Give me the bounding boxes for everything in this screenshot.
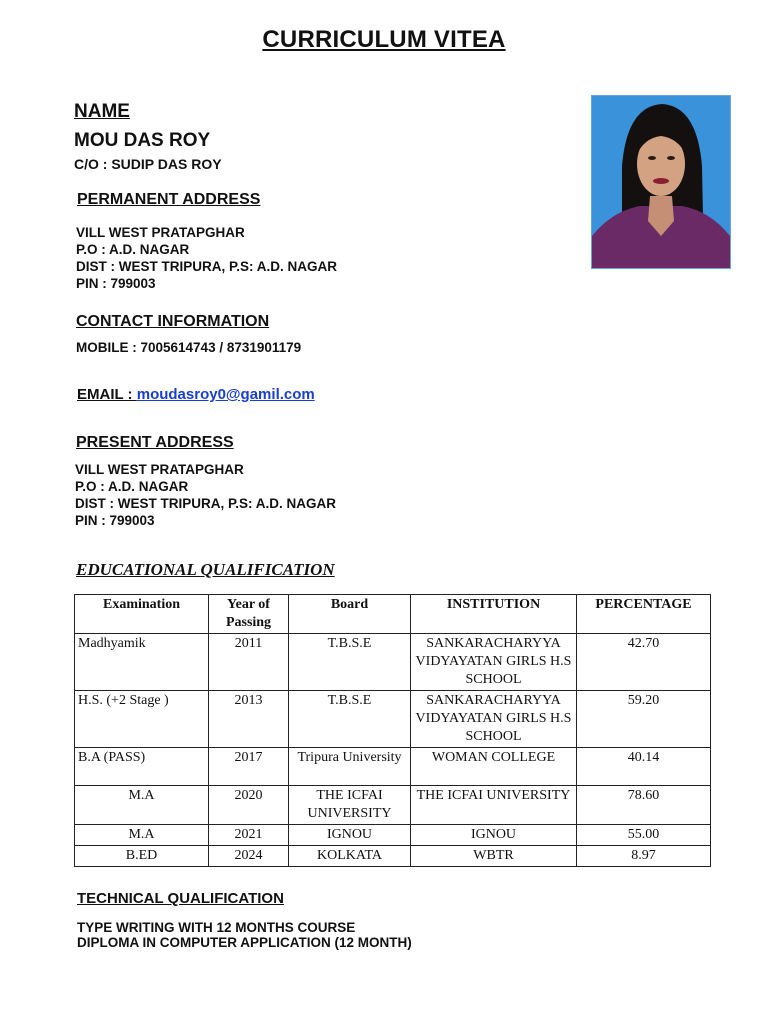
cell-examination: B.A (PASS) [75, 748, 209, 786]
technical-line: DIPLOMA IN COMPUTER APPLICATION (12 MONTH) [77, 935, 412, 950]
cell-examination: H.S. (+2 Stage ) [75, 691, 209, 748]
contact-heading: CONTACT INFORMATION [76, 313, 270, 330]
cell-percentage: 42.70 [577, 634, 711, 691]
table-row [75, 634, 711, 691]
cell-institution: IGNOU [411, 825, 577, 846]
cell-board: T.B.S.E [289, 691, 411, 748]
header-institution: INSTITUTION [411, 595, 577, 634]
cell-board: IGNOU [289, 825, 411, 846]
cell-board: THE ICFAI UNIVERSITY [289, 786, 411, 825]
cell-percentage: 55.00 [577, 825, 711, 846]
cell-institution: SANKARACHARYYA VIDYAYATAN GIRLS H.S SCHOOL [411, 634, 577, 691]
cell-examination: B.ED [75, 846, 209, 867]
permanent-address-line: VILL WEST PRATAPGHAR [76, 225, 245, 240]
portrait-image [592, 96, 730, 268]
education-heading: EDUCATIONAL QUALIFICATION [76, 560, 335, 579]
email-label: EMAIL : [77, 386, 137, 403]
cell-board: T.B.S.E [289, 634, 411, 691]
present-address-heading: PRESENT ADDRESS [76, 434, 234, 451]
header-examination: Examination [75, 595, 209, 634]
cell-year: 2021 [209, 825, 289, 846]
technical-section [77, 890, 412, 950]
permanent-address-line: P.O : A.D. NAGAR [76, 242, 190, 257]
table-row [75, 846, 711, 867]
permanent-address-line: PIN : 799003 [76, 276, 156, 291]
document-title: CURRICULUM VITEA [262, 26, 506, 53]
header-board: Board [289, 595, 411, 634]
applicant-name: MOU DAS ROY [74, 130, 211, 151]
mobile-number: MOBILE : 7005614743 / 8731901179 [76, 340, 302, 355]
cell-examination: M.A [75, 825, 209, 846]
table-row [75, 786, 711, 825]
cell-year: 2017 [209, 748, 289, 786]
permanent-address-heading: PERMANENT ADDRESS [77, 191, 261, 208]
cell-year: 2011 [209, 634, 289, 691]
cell-board: KOLKATA [289, 846, 411, 867]
cell-percentage: 8.97 [577, 846, 711, 867]
table-row [75, 825, 711, 846]
cell-examination: M.A [75, 786, 209, 825]
cell-percentage: 59.20 [577, 691, 711, 748]
table-row [75, 691, 711, 748]
table-header-row [75, 595, 711, 634]
technical-heading: TECHNICAL QUALIFICATION [77, 890, 284, 907]
header-year: Year of Passing [209, 595, 289, 634]
header-percentage: PERCENTAGE [577, 595, 711, 634]
cell-percentage: 40.14 [577, 748, 711, 786]
cell-institution: THE ICFAI UNIVERSITY [411, 786, 577, 825]
cell-percentage: 78.60 [577, 786, 711, 825]
cell-year: 2013 [209, 691, 289, 748]
technical-line: TYPE WRITING WITH 12 MONTHS COURSE [77, 920, 356, 935]
cell-year: 2024 [209, 846, 289, 867]
cell-board: Tripura University [289, 748, 411, 786]
care-of: C/O : SUDIP DAS ROY [74, 156, 222, 172]
present-address-line: VILL WEST PRATAPGHAR [75, 462, 244, 477]
table-row [75, 748, 711, 786]
cell-institution: SANKARACHARYYA VIDYAYATAN GIRLS H.S SCHOOL [411, 691, 577, 748]
present-address-block [75, 461, 336, 529]
education-table [74, 594, 711, 867]
present-address-line: DIST : WEST TRIPURA, P.S: A.D. NAGAR [75, 496, 337, 511]
applicant-photo [591, 95, 731, 269]
name-heading: NAME [74, 101, 130, 122]
cell-examination: Madhyamik [75, 634, 209, 691]
cell-year: 2020 [209, 786, 289, 825]
email-row [77, 386, 315, 403]
cell-institution: WBTR [411, 846, 577, 867]
email-link[interactable]: moudasroy0@gamil.com [136, 386, 315, 403]
permanent-address-block [76, 224, 337, 292]
cell-institution: WOMAN COLLEGE [411, 748, 577, 786]
permanent-address-line: DIST : WEST TRIPURA, P.S: A.D. NAGAR [76, 259, 338, 274]
present-address-line: P.O : A.D. NAGAR [75, 479, 189, 494]
present-address-line: PIN : 799003 [75, 513, 155, 528]
